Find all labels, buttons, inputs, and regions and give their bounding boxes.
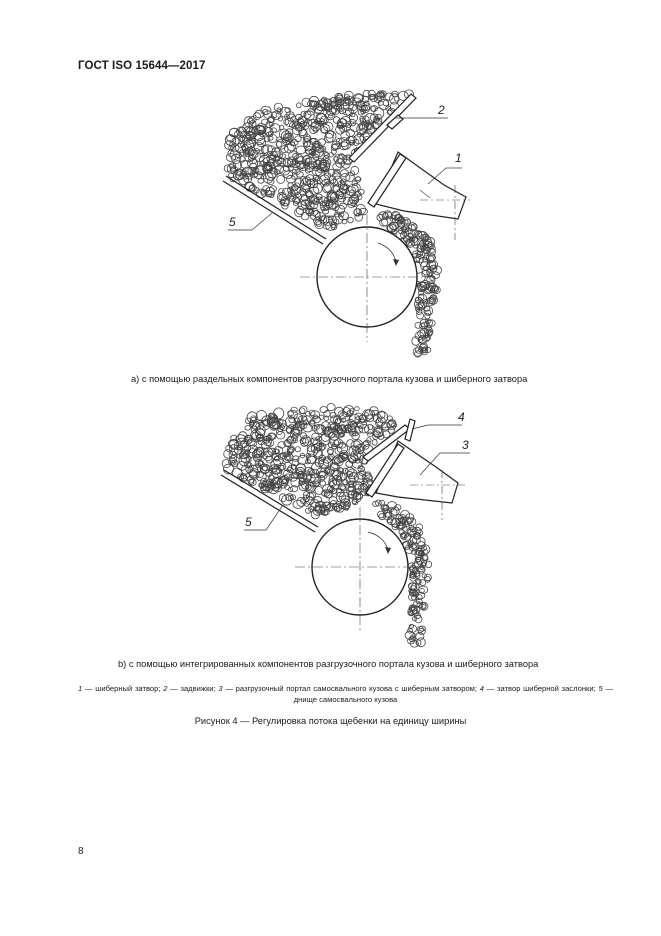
gravel-stone — [327, 404, 335, 411]
gravel-stone — [383, 100, 389, 106]
gravel-stone — [321, 127, 327, 133]
gravel-stone — [346, 129, 355, 136]
gravel-stone — [348, 217, 354, 223]
figure-a-diagram — [0, 80, 661, 370]
legend-number: 3 — [218, 684, 223, 693]
gravel-stone — [268, 136, 273, 140]
document-header: ГОСТ ISO 15644—2017 — [78, 60, 206, 72]
gravel-stone — [339, 442, 346, 448]
label-4: 4 — [458, 410, 465, 424]
caption-a: a) с помощью раздельных компонентов разгрузочного портала кузова и шиберного затвора — [131, 374, 528, 384]
gravel-stone — [370, 95, 374, 99]
gravel-stone — [275, 148, 279, 152]
legend-text: — задвижки; — [167, 684, 219, 693]
gravel-stone — [253, 113, 260, 120]
gravel-stone — [222, 460, 230, 468]
gravel-stone — [425, 313, 430, 319]
figure-legend — [78, 683, 613, 705]
label-2: 2 — [438, 103, 445, 117]
figure-title: Рисунок 4 — Регулировка потока щебенки на единицу ширины — [194, 716, 467, 726]
gravel-stone — [320, 407, 327, 413]
gravel-stone — [417, 312, 424, 319]
gravel-stone — [349, 113, 357, 122]
gravel-stone — [245, 426, 251, 431]
legend-text: — разгрузочный портал самосвального кузова с шиберным затвором; — [222, 684, 480, 693]
slide-gate — [368, 152, 466, 219]
gravel-stone — [320, 124, 330, 133]
label-3: 3 — [462, 438, 469, 452]
gravel-stone — [295, 447, 300, 452]
gravel-stone — [341, 131, 350, 139]
legend-number: 5 — [598, 684, 603, 693]
gravel-stone — [337, 94, 343, 100]
gravel-stone — [331, 149, 336, 154]
gravel-stone — [368, 432, 373, 436]
page-number: 8 — [78, 846, 84, 857]
gravel-stone — [420, 589, 425, 593]
legend-number: 2 — [163, 684, 168, 693]
legend-number: 4 — [479, 684, 484, 693]
gravel-stone — [348, 185, 358, 193]
gravel-stone — [328, 114, 333, 118]
legend-text: — затвор шиберной заслонки; — [483, 684, 599, 693]
gravel-stone — [377, 511, 385, 518]
gravel-mass — [222, 404, 396, 519]
gravel-stone — [261, 106, 271, 114]
gravel-stone — [349, 119, 356, 126]
gravel-stone — [409, 223, 417, 230]
gravel-stone — [297, 103, 302, 108]
caption-b: b) с помощью интегрированных компонентов разгрузочного портала кузова и шиберного затвора — [118, 659, 539, 669]
gravel-stone — [429, 254, 436, 261]
discharge-portal — [363, 419, 458, 503]
figure-b-diagram — [0, 395, 661, 655]
gravel-stone — [313, 127, 318, 133]
gravel-stone — [267, 178, 274, 185]
gravel-stone — [340, 473, 346, 480]
gravel-stone — [293, 500, 303, 508]
gravel-stone — [350, 123, 359, 131]
legend-number: 1 — [78, 684, 83, 693]
gravel-stone — [379, 500, 384, 505]
gravel-stone — [296, 146, 306, 154]
gravel-stone — [274, 103, 282, 111]
gravel-stone — [276, 431, 285, 439]
gravel-stone — [258, 178, 264, 183]
gravel-stone — [230, 455, 237, 463]
legend-text: — шиберный затвор; — [82, 684, 164, 693]
gravel-stone — [372, 440, 377, 446]
gravel-stone — [347, 440, 354, 448]
gravel-mass — [224, 90, 413, 231]
gravel-stone — [355, 407, 360, 411]
gravel-stone — [305, 508, 310, 513]
gravel-stone — [277, 175, 285, 183]
gravel-stone — [256, 411, 266, 421]
label-5: 5 — [245, 515, 252, 529]
label-1: 1 — [455, 151, 462, 165]
label-5: 5 — [229, 215, 236, 229]
legend-text: — днище самосвального кузова — [293, 684, 613, 704]
